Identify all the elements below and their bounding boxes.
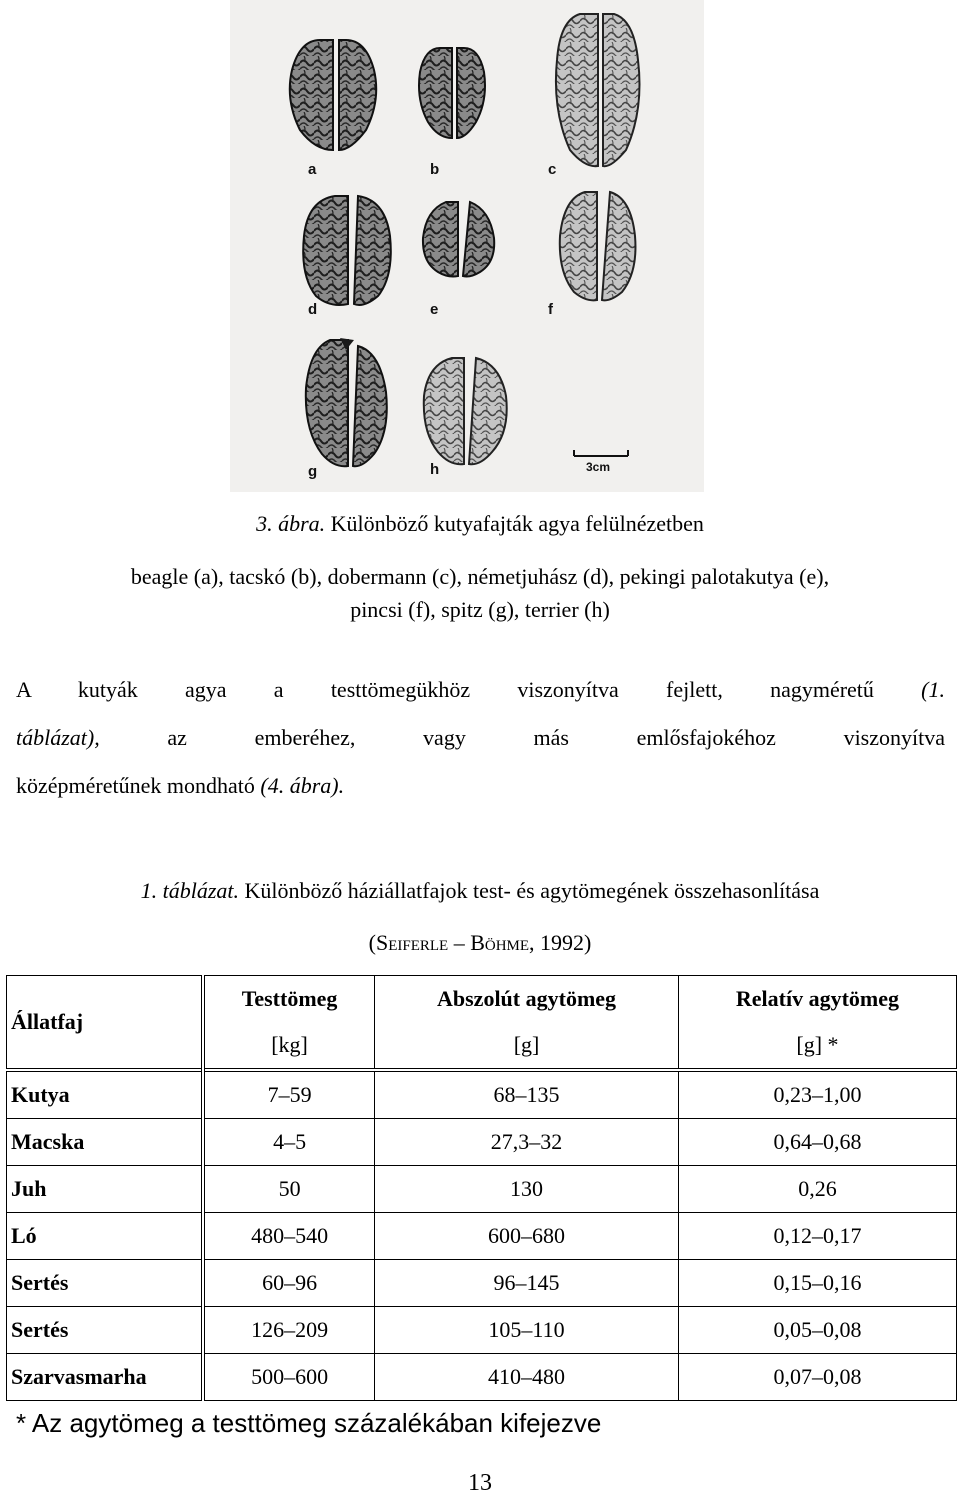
- table-row: [7, 1213, 957, 1260]
- cell-abs: 68–135: [375, 1070, 679, 1119]
- brain-figure: [230, 0, 704, 492]
- panel-label-g: g: [308, 463, 318, 480]
- page-number: 13: [468, 1470, 492, 1496]
- header-rel-unit: [g] *: [678, 1022, 956, 1070]
- cell-abs: 130: [375, 1166, 679, 1213]
- figure-caption-line2: beagle (a), tacskó (b), dobermann (c), németjuhász (d), pekingi palotakutya (e),: [130, 564, 830, 589]
- figure-ref: 3. ábra.: [256, 511, 326, 536]
- source-open: (: [368, 930, 376, 955]
- brain-g: [306, 338, 387, 466]
- table-row: [7, 1354, 957, 1401]
- cell-species: Juh: [7, 1166, 204, 1213]
- panel-label-d: d: [308, 301, 318, 318]
- source-author-2: Böhme: [470, 930, 530, 955]
- table-caption-source: [0, 930, 960, 956]
- cell-rel: 0,23–1,00: [678, 1070, 956, 1119]
- table-footnote: * Az agytömeg a testtömeg százalékában kifejezve: [16, 1408, 602, 1438]
- header-species: Állatfaj: [7, 976, 204, 1071]
- panel-label-b: b: [430, 161, 440, 178]
- panel-label-c: c: [548, 161, 557, 178]
- table-caption-title: [0, 878, 960, 904]
- header-body-unit: [kg]: [203, 1022, 375, 1070]
- body-paragraph: [16, 666, 945, 810]
- cell-rel: 0,26: [678, 1166, 956, 1213]
- cell-abs: 105–110: [375, 1307, 679, 1354]
- cell-rel: 0,12–0,17: [678, 1213, 956, 1260]
- figure-caption-title: [0, 510, 960, 538]
- paragraph-line-3-text: középméretűnek mondható: [16, 773, 255, 798]
- cell-body: 500–600: [203, 1354, 375, 1401]
- scale-label: 3cm: [586, 460, 611, 474]
- scale-bar: [574, 450, 628, 474]
- table-row: [7, 1070, 957, 1119]
- header-rel-brain: Relatív agytömeg: [678, 976, 956, 1023]
- figure-title: Különböző kutyafajták agya felülnézetben: [325, 511, 704, 536]
- brain-a: [290, 40, 376, 150]
- cell-rel: 0,15–0,16: [678, 1260, 956, 1307]
- panel-label-f: f: [548, 301, 553, 318]
- brain-h: [424, 358, 507, 464]
- brain-d: [303, 196, 391, 305]
- figure-ref-4: (4. ábra).: [260, 773, 345, 798]
- paragraph-line-2-text: az emberéhez, vagy más emlősfajokéhoz viszonyítva: [167, 725, 945, 750]
- table-title: Különböző háziállatfajok test- és agytömegének összehasonlítása: [239, 878, 820, 903]
- cell-body: 4–5: [203, 1119, 375, 1166]
- source-dash: –: [448, 930, 471, 955]
- table-ref: 1. táblázat.: [140, 878, 240, 903]
- brain-b: [419, 48, 485, 138]
- cell-body: 7–59: [203, 1070, 375, 1119]
- cell-abs: 27,3–32: [375, 1119, 679, 1166]
- figure-caption-line3: pincsi (f), spitz (g), terrier (h): [350, 597, 610, 622]
- brain-f: [560, 192, 636, 300]
- source-author-1: Seiferle: [375, 930, 449, 955]
- cell-rel: 0,07–0,08: [678, 1354, 956, 1401]
- cell-species: Macska: [7, 1119, 204, 1166]
- header-abs-unit: [g]: [375, 1022, 679, 1070]
- cell-species: Sertés: [7, 1307, 204, 1354]
- brain-mass-table: [6, 975, 957, 1401]
- cell-rel: 0,05–0,08: [678, 1307, 956, 1354]
- brain-e: [423, 202, 494, 277]
- table-row: [7, 1119, 957, 1166]
- table-ref-2: táblázat),: [16, 725, 100, 750]
- brain-figure-image: [230, 0, 704, 492]
- cell-rel: 0,64–0,68: [678, 1119, 956, 1166]
- cell-abs: 96–145: [375, 1260, 679, 1307]
- table-row: [7, 1260, 957, 1307]
- cell-abs: 600–680: [375, 1213, 679, 1260]
- cell-species: Szarvasmarha: [7, 1354, 204, 1401]
- panel-label-h: h: [430, 461, 440, 478]
- cell-abs: 410–480: [375, 1354, 679, 1401]
- cell-species: Kutya: [7, 1070, 204, 1119]
- table-row: [7, 1166, 957, 1213]
- panel-label-e: e: [430, 301, 439, 318]
- cell-body: 50: [203, 1166, 375, 1213]
- header-abs-brain: Abszolút agytömeg: [375, 976, 679, 1023]
- cell-species: Ló: [7, 1213, 204, 1260]
- table-ref-1: (1.: [921, 677, 945, 702]
- paragraph-line-1: [16, 666, 945, 714]
- header-body-mass: Testtömeg: [203, 976, 375, 1023]
- cell-body: 126–209: [203, 1307, 375, 1354]
- cell-body: 480–540: [203, 1213, 375, 1260]
- brain-c: [556, 14, 640, 166]
- paragraph-line-1-text: A kutyák agya a testtömegükhöz viszonyítva fejlett, nagyméretű: [16, 677, 874, 702]
- paragraph-line-2: [16, 714, 945, 762]
- panel-label-a: a: [308, 161, 317, 178]
- table-row: [7, 1307, 957, 1354]
- cell-species: Sertés: [7, 1260, 204, 1307]
- source-year: , 1992): [529, 930, 592, 955]
- cell-body: 60–96: [203, 1260, 375, 1307]
- paragraph-line-3: [16, 762, 945, 810]
